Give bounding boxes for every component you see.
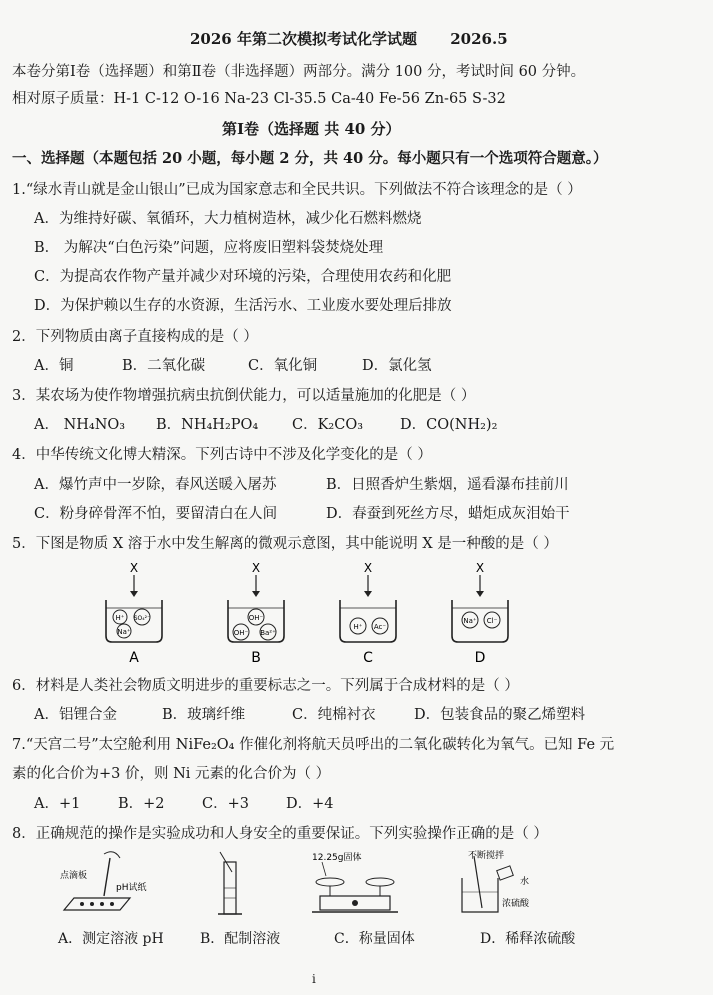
- ion-c1: H⁺: [353, 623, 363, 631]
- q7-option-b[interactable]: B．+2: [118, 796, 165, 812]
- q4-option-a[interactable]: A．爆竹声中一岁除，春风送暖入屠苏: [34, 477, 277, 493]
- beaker-c-x-label: X: [363, 561, 373, 575]
- water-label: 水: [520, 877, 530, 887]
- q8-stem: 8．正确规范的操作是实验成功和人身安全的重要保证。下列实验操作正确的是（ ）: [12, 826, 548, 842]
- q6-option-a[interactable]: A．铝锂合金: [34, 707, 117, 723]
- exam-date: 2026.5: [450, 30, 508, 48]
- beaker-d: [452, 561, 508, 666]
- solid-mass-label: 12.25g固体: [312, 853, 362, 863]
- q7-stem-line1: 7.“天宫二号”太空舱利用 NiFe₂O₄ 作催化剂将航天员呼出的二氧化碳转化为氧气。已知 Fe 元: [12, 737, 615, 753]
- q2-option-d[interactable]: D．氯化氢: [362, 358, 432, 374]
- beaker-c: [340, 561, 396, 666]
- q7-option-d[interactable]: D．+4: [286, 796, 334, 812]
- q2-stem: 2．下列物质由离子直接构成的是（ ）: [12, 329, 258, 345]
- q6-option-b[interactable]: B．玻璃纤维: [162, 707, 246, 723]
- beaker-b: [228, 561, 284, 666]
- balance-illustration: [312, 851, 398, 912]
- q3-stem: 3．某农场为使作物增强抗病虫抗倒伏能力，可以适量施加的化肥是（ ）: [12, 388, 476, 404]
- q7-stem-line2: 素的化合价为+3 价，则 Ni 元素的化合价为（ ）: [12, 766, 331, 782]
- q2-option-a[interactable]: A．铜: [34, 358, 74, 374]
- ion-d2: Cl⁻: [486, 617, 498, 625]
- q4-option-b[interactable]: B．日照香炉生紫烟，遥看瀑布挂前川: [326, 477, 569, 493]
- section-title: 一、选择题（本题包括 20 小题，每小题 2 分，共 40 分。每小题只有一个选项符合题意。）: [12, 150, 608, 167]
- q2-option-b[interactable]: B．二氧化碳: [122, 358, 206, 374]
- q1-stem: 1.“绿水青山就是金山银山”已成为国家意志和全民共识。下列做法不符合该理念的是（ ）: [12, 182, 582, 198]
- ion-a3: Na⁺: [117, 628, 131, 636]
- ion-a2: SO₄²⁻: [133, 615, 151, 622]
- q2-option-c[interactable]: C．氧化铜: [248, 358, 318, 374]
- q4-option-d[interactable]: D．春蚕到死丝方尽，蜡炬成灰泪始干: [326, 506, 570, 522]
- ion-d1: Na⁺: [463, 617, 477, 625]
- q6-option-c[interactable]: C．纯棉衬衣: [292, 707, 376, 723]
- exam-intro: 本卷分第Ⅰ卷（选择题）和第Ⅱ卷（非选择题）两部分。满分 100 分，考试时间 60 分钟。: [12, 64, 586, 80]
- ion-b3: Ba²⁺: [260, 629, 276, 637]
- q1-option-a[interactable]: A．为维持好碳、氧循环，大力植树造林，减少化石燃料燃烧: [34, 211, 422, 227]
- spot-plate-label: 点滴板: [60, 871, 88, 881]
- q8-apparatus-figure: [50, 848, 610, 928]
- q1-option-b[interactable]: B． 为解决“白色污染”问题，应将废旧塑料袋焚烧处理: [34, 240, 384, 256]
- q3-option-b[interactable]: B．NH₄H₂PO₄: [156, 417, 259, 433]
- ph-paper-label: pH试纸: [116, 883, 147, 893]
- atomic-masses: 相对原子质量：H-1 C-12 O-16 Na-23 Cl-35.5 Ca-40 Fe-56 Zn-65 S-32: [12, 91, 506, 107]
- q3-option-a[interactable]: A． NH₄NO₃: [34, 417, 126, 433]
- page-mark: i: [312, 972, 316, 986]
- q5-beaker-figure: [90, 560, 650, 675]
- q4-stem: 4．中华传统文化博大精深。下列古诗中不涉及化学变化的是（ ）: [12, 447, 432, 463]
- q8-option-a[interactable]: A．测定溶液 pH: [58, 931, 164, 947]
- ion-b1: OH⁻: [248, 614, 264, 622]
- exam-title-text: 2026 年第二次模拟考试化学试题: [190, 30, 417, 48]
- q4-option-c[interactable]: C．粉身碎骨浑不怕，要留清白在人间: [34, 506, 278, 522]
- beaker-a: [106, 561, 162, 666]
- stir-label: 不断搅拌: [468, 851, 505, 861]
- q8-option-b[interactable]: B．配制溶液: [200, 931, 281, 947]
- q6-stem: 6．材料是人类社会物质文明进步的重要标志之一。下列属于合成材料的是（ ）: [12, 678, 519, 694]
- q5-stem: 5．下图是物质 X 溶于水中发生解离的微观示意图，其中能说明 X 是一种酸的是（ ）: [12, 536, 558, 552]
- beaker-d-x-label: X: [475, 561, 485, 575]
- beaker-a-x-label: X: [129, 561, 139, 575]
- ion-a1: H⁺: [115, 614, 125, 622]
- q7-option-a[interactable]: A．+1: [34, 796, 81, 812]
- q8-option-c[interactable]: C．称量固体: [334, 931, 415, 947]
- ion-c2: Ac⁻: [373, 623, 387, 631]
- exam-title: [190, 30, 508, 48]
- q3-option-c[interactable]: C．K₂CO₃: [292, 417, 364, 433]
- beaker-d-label: D: [474, 650, 486, 666]
- q1-option-c[interactable]: C．为提高农作物产量并减少对环境的污染，合理使用农药和化肥: [34, 269, 452, 285]
- beaker-b-label: B: [251, 650, 261, 666]
- cylinder-illustration: [218, 852, 242, 914]
- beaker-a-label: A: [129, 650, 139, 666]
- dilution-illustration: [462, 849, 530, 912]
- q7-option-c[interactable]: C．+3: [202, 796, 249, 812]
- ion-b2: OH⁻: [233, 629, 249, 637]
- acid-label: 浓硫酸: [502, 899, 530, 909]
- beaker-c-label: C: [363, 650, 373, 666]
- q6-option-d[interactable]: D．包装食品的聚乙烯塑料: [414, 707, 586, 723]
- part-title: 第Ⅰ卷（选择题 共 40 分）: [222, 120, 401, 138]
- beaker-b-x-label: X: [251, 561, 261, 575]
- ph-test-illustration: [60, 852, 146, 910]
- q8-option-d[interactable]: D．稀释浓硫酸: [480, 931, 576, 947]
- q1-option-d[interactable]: D．为保护赖以生存的水资源，生活污水、工业废水要处理后排放: [34, 298, 452, 314]
- q3-option-d[interactable]: D．CO(NH₂)₂: [400, 417, 498, 433]
